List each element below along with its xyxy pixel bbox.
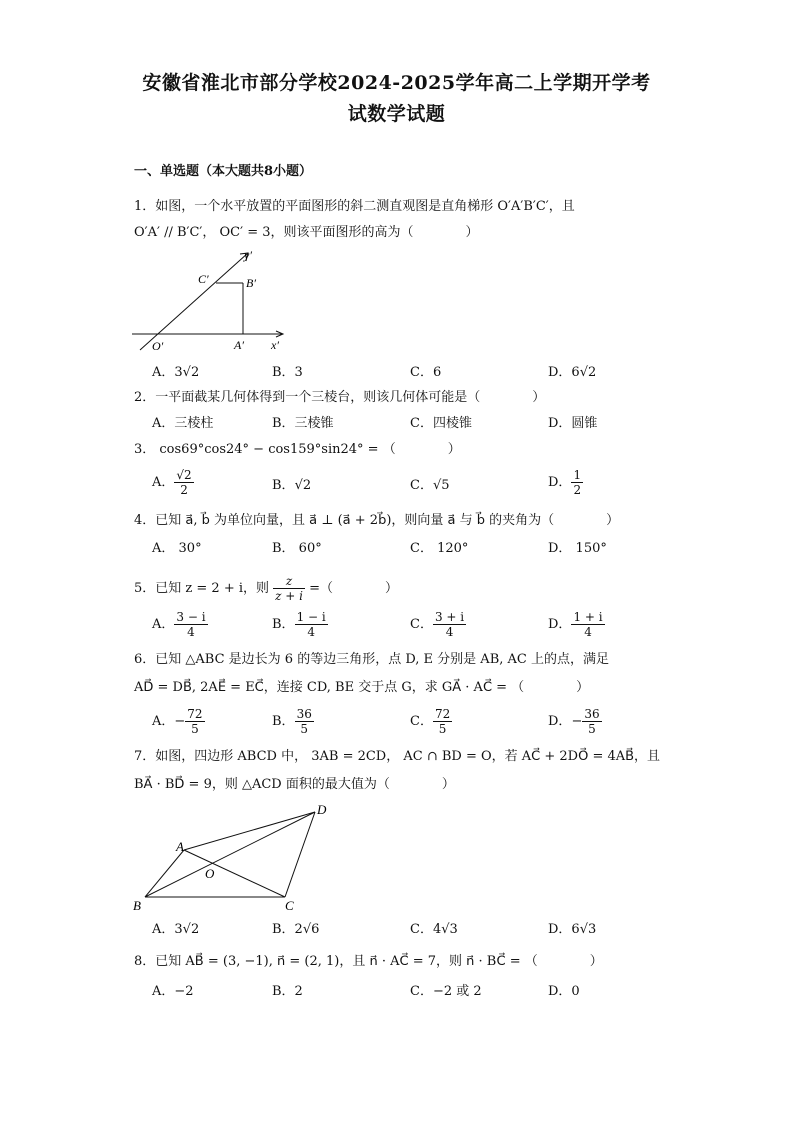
- q3-option-a-num: √2: [176, 468, 192, 482]
- q3-option-b: [272, 477, 311, 495]
- q4-option-d: D． 150°: [548, 541, 607, 556]
- q2-text: 2．一平面截某几何体得到一个三棱台，则该几何体可能是（ ）: [134, 390, 546, 405]
- q4-option-c: C． 120°: [410, 541, 469, 556]
- q3-option-d: [548, 468, 583, 497]
- q3-option-a-label: A．: [152, 475, 175, 490]
- q1-option-c: C．6: [410, 365, 442, 380]
- q2-option-c: C．四棱锥: [410, 416, 472, 431]
- q5-option-b-den: 4: [307, 625, 315, 639]
- q7-label-c: C: [285, 898, 294, 913]
- q4-option-b: B． 60°: [272, 541, 322, 556]
- q7-text-line2: BA⃗ · BD⃗ = 9，则 △ACD 面积的最大值为（ ）: [134, 777, 455, 792]
- q5-option-d-den: 4: [584, 625, 592, 639]
- q2-option-a: A．三棱柱: [152, 416, 214, 431]
- q6-option-d-fraction: [582, 707, 601, 736]
- q3-option-b-label: B．: [272, 478, 295, 493]
- q6-option-d-num: 36: [584, 707, 600, 721]
- q6-option-d-den: 5: [588, 722, 596, 736]
- q1-y-axis: [140, 253, 248, 350]
- q7-label-b: B: [133, 898, 141, 913]
- q5-option-c-fraction: [433, 610, 466, 639]
- q3-option-c: [410, 477, 450, 495]
- q5-option-a-fraction: [174, 610, 207, 639]
- q3-option-a-fraction: [174, 468, 193, 497]
- q6-option-c-label: C．: [410, 714, 433, 729]
- q7-label-a: A: [176, 839, 184, 854]
- q7-text-line1: 7．如图，四边形 ABCD 中， 3AB = 2CD， AC ∩ BD = O，若 AC⃗ + 2DO⃗ = 4AB⃗，且: [134, 749, 661, 764]
- q5-text-pre: 5．已知 z = 2 + i，则: [134, 581, 269, 596]
- q6-option-a-label: A．: [152, 714, 175, 729]
- q5-option-c-num: 3 + i: [434, 610, 465, 624]
- q5-option-a-label: A．: [152, 617, 175, 632]
- q7-option-c: C．4√3: [410, 922, 458, 937]
- q1-option-d: D．6√2: [548, 365, 597, 380]
- q6-option-c-fraction: [433, 707, 452, 736]
- q1-label-b: B′: [246, 276, 256, 290]
- q6-option-c-num: 72: [434, 707, 451, 721]
- q7-figure: [128, 800, 338, 915]
- q1-figure: [130, 245, 290, 357]
- q5-option-c: [410, 610, 466, 639]
- document-title-line2: 试数学试题: [347, 103, 446, 125]
- q5-option-b-fraction: [295, 610, 328, 639]
- q5-option-b-num: 1 − i: [296, 610, 326, 624]
- q5-option-d-num: 1 + i: [573, 610, 603, 624]
- q7-label-o: O: [205, 866, 215, 881]
- q1-label-o: O′: [152, 339, 164, 353]
- q5-option-d: [548, 610, 605, 639]
- q6-option-d: [548, 707, 602, 736]
- q5-option-a: [152, 610, 208, 639]
- q2-option-d: D．圆锥: [548, 416, 598, 431]
- q5-option-c-label: C．: [410, 617, 433, 632]
- q1-label-x: x′: [271, 338, 279, 352]
- q3-option-d-den: 2: [573, 483, 582, 497]
- q3-option-c-value: √5: [432, 478, 450, 493]
- q1-text-line1: 1．如图，一个水平放置的平面图形的斜二测直观图是直角梯形 O′A′B′C′，且: [134, 199, 575, 214]
- q5-fraction-den: z + i: [275, 589, 303, 603]
- q4-text: 4．已知 a⃗, b⃗ 为单位向量，且 a⃗ ⊥ (a⃗ + 2b⃗)，则向量 a⃗ 与 b⃗ 的夹角为（ ）: [134, 513, 620, 528]
- document-title-line1: 安徽省淮北市部分学校2024-2025学年高二上学期开学考: [142, 72, 651, 94]
- q6-option-d-sign: −: [571, 714, 583, 729]
- q3-option-d-label: D．: [548, 475, 572, 490]
- q5-option-d-label: D．: [548, 617, 572, 632]
- q3-option-a: [152, 468, 194, 497]
- q4-option-a: A． 30°: [152, 541, 202, 556]
- q8-option-c: C．−2 或 2: [410, 984, 482, 999]
- q7-segment-ac: [184, 850, 285, 897]
- q7-label-d: D: [317, 802, 327, 817]
- q3-text: 3． cos69°cos24° − cos159°sin24° = （ ）: [134, 442, 461, 457]
- q6-option-b-num: 36: [296, 707, 312, 721]
- q6-option-a: [152, 707, 205, 736]
- q5-option-b: [272, 610, 328, 639]
- q5-option-d-fraction: [571, 610, 604, 639]
- q1-option-b: B．3: [272, 365, 303, 380]
- q2-option-b: B．三棱锥: [272, 416, 334, 431]
- q5-text-post: =（ ）: [309, 581, 399, 596]
- q3-option-d-fraction: [571, 468, 583, 497]
- q6-option-b-den: 5: [300, 722, 309, 736]
- q7-option-a: A．3√2: [152, 922, 200, 937]
- q6-option-a-den: 5: [191, 722, 199, 736]
- q1-label-a: A′: [234, 338, 244, 352]
- q3-option-d-num: 1: [573, 468, 582, 482]
- q1-label-y: y′: [244, 248, 252, 262]
- section-heading: 一、单选题（本大题共8小题）: [134, 164, 313, 179]
- q3-option-b-value: √2: [294, 478, 312, 493]
- q7-option-b: B．2√6: [272, 922, 320, 937]
- q8-option-a: A．−2: [152, 984, 194, 999]
- q1-text-line2: O′A′ // B′C′， OC′ = 3，则该平面图形的高为（ ）: [134, 225, 479, 240]
- q6-text-line2: AD⃗ = DB⃗, 2AE⃗ = EC⃗，连接 CD, BE 交于点 G，求 GA⃗ · AC⃗ = （ ）: [134, 680, 590, 695]
- q6-option-b-fraction: [295, 707, 314, 736]
- q8-text: 8．已知 AB⃗ = (3, −1), n⃗ = (2, 1)，且 n⃗ · AC⃗ = 7，则 n⃗ · BC⃗ = （ ）: [134, 954, 603, 969]
- q6-option-a-sign: −: [174, 714, 186, 729]
- q6-option-a-fraction: [185, 707, 204, 736]
- q6-text-line1: 6．已知 △ABC 是边长为 6 的等边三角形，点 D, E 分别是 AB, AC 上的点，满足: [134, 652, 609, 667]
- q1-option-a: A．3√2: [152, 365, 200, 380]
- q5-option-c-den: 4: [445, 625, 454, 639]
- q5-fraction-num: z: [273, 574, 305, 589]
- q6-option-a-num: 72: [187, 707, 203, 721]
- q6-option-b-label: B．: [272, 714, 295, 729]
- q8-option-d: D．0: [548, 984, 580, 999]
- q5-option-a-num: 3 − i: [176, 610, 206, 624]
- q1-label-c: C′: [198, 272, 209, 286]
- q6-option-b: [272, 707, 314, 736]
- q7-segment-ab: [145, 850, 184, 897]
- q3-option-c-label: C．: [410, 478, 433, 493]
- q6-option-c: [410, 707, 452, 736]
- q5-option-a-den: 4: [187, 625, 195, 639]
- q6-option-c-den: 5: [438, 722, 447, 736]
- q7-option-d: D．6√3: [548, 922, 597, 937]
- q8-option-b: B．2: [272, 984, 303, 999]
- q5-fraction: [273, 574, 305, 603]
- q3-option-a-den: 2: [180, 483, 188, 497]
- q5-option-b-label: B．: [272, 617, 295, 632]
- q6-option-d-label: D．: [548, 714, 572, 729]
- q5-text: [134, 572, 398, 606]
